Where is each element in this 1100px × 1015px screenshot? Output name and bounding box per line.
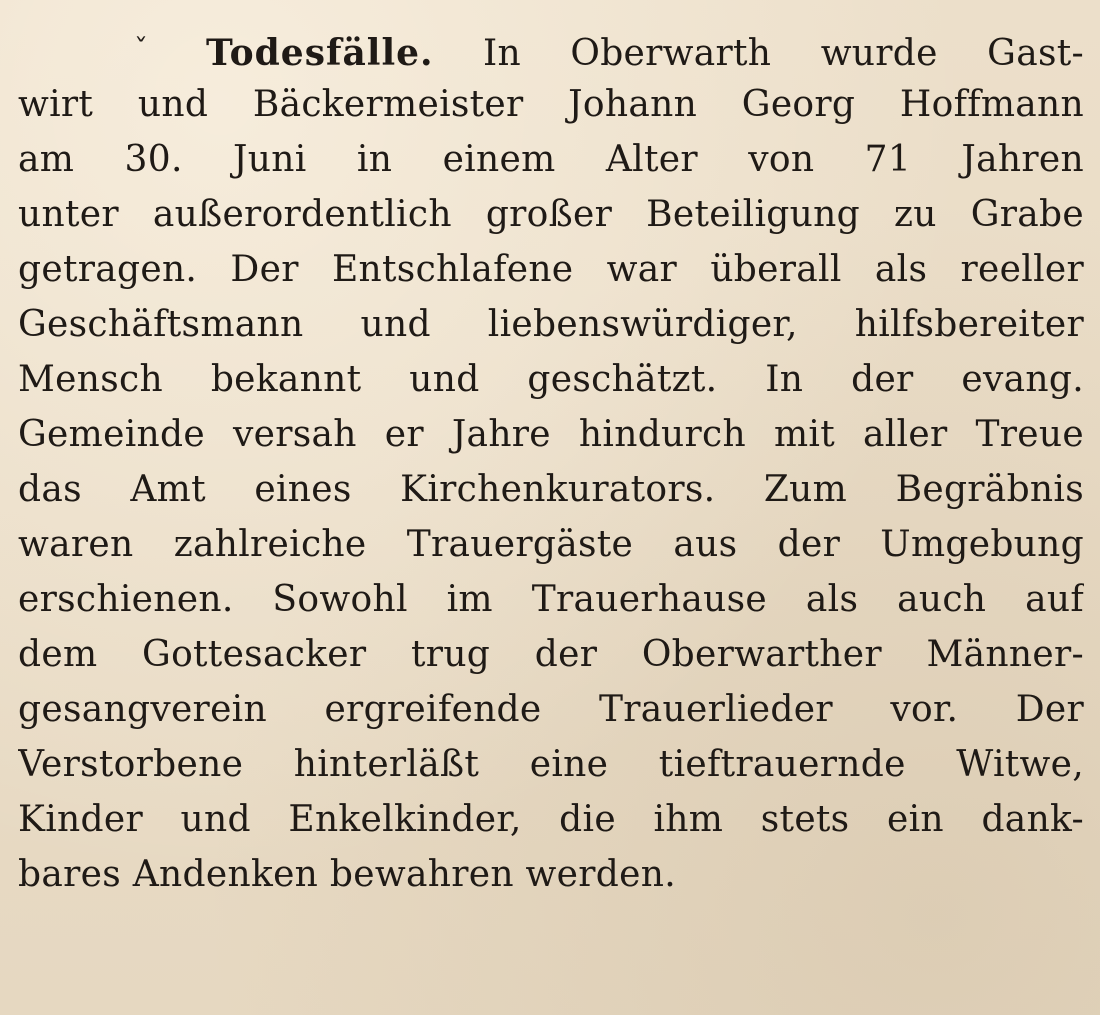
article-line: unter außerordentlich großer Beteiligung zu Grabe [18, 194, 1084, 235]
article-line: Verstorbene hinterläßt eine tieftrauernde Witwe, [18, 744, 1084, 785]
article-line: das Amt eines Kirchenkurators. Zum Begräbnis [18, 469, 1084, 510]
article-headline: Todesfälle. [205, 32, 434, 74]
article-line: waren zahlreiche Trauergäste aus der Umgebung [18, 524, 1084, 565]
article-line: getragen. Der Entschlafene war überall als reeller [18, 249, 1084, 290]
section-mark: ˇ [134, 33, 186, 66]
article-line [18, 22, 1084, 77]
article-line: Gemeinde versah er Jahre hindurch mit aller Treue [18, 414, 1084, 455]
article-line: gesangverein ergreifende Trauerlieder vor. Der [18, 689, 1084, 730]
article-line: Kinder und Enkelkinder, die ihm stets ein dank- [18, 799, 1084, 840]
article-line: wirt und Bäckermeister Johann Georg Hoffmann [18, 84, 1084, 125]
article-line: dem Gottesacker trug der Oberwarther Männer- [18, 634, 1084, 675]
article-line: bares Andenken bewahren werden. [18, 854, 676, 895]
article-line: Geschäftsmann und liebenswürdiger, hilfsbereiter [18, 304, 1084, 345]
article-line: erschienen. Sowohl im Trauerhause als auch auf [18, 579, 1084, 620]
obituary-article [18, 22, 1084, 902]
article-line-text: In Oberwarth wurde Gast- [482, 33, 1084, 74]
article-line: am 30. Juni in einem Alter von 71 Jahren [18, 139, 1084, 180]
article-line: Mensch bekannt und geschätzt. In der evang. [18, 359, 1084, 400]
